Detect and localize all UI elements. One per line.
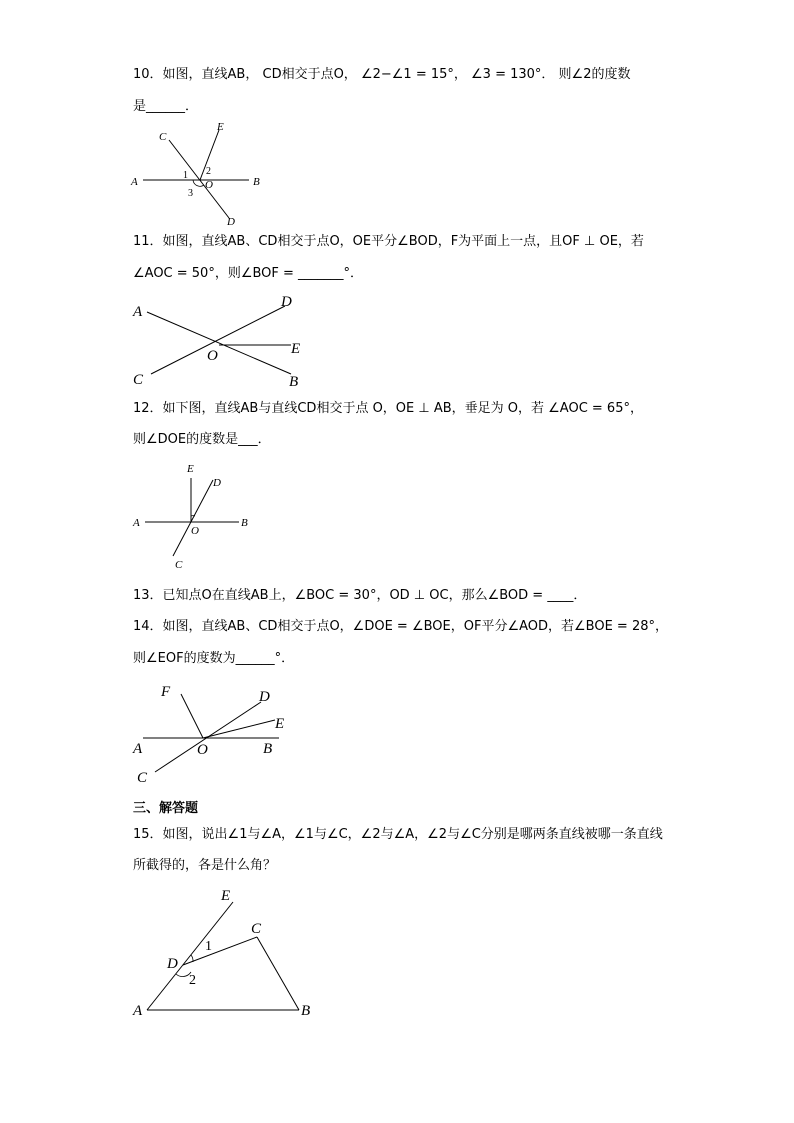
q11-label-b: B: [289, 374, 299, 390]
q15-label-b: B: [301, 1003, 311, 1019]
q12-figure: [125, 458, 265, 574]
q15-label-c: C: [251, 921, 262, 937]
q12-label-e: E: [187, 463, 194, 475]
q14-figure: [125, 678, 305, 788]
q11-label-e: E: [291, 341, 301, 357]
q15-label-e: E: [221, 888, 231, 904]
q10-angle-3: 3: [188, 188, 193, 199]
q12-label-c: C: [175, 559, 183, 571]
q10-label-e: E: [217, 121, 224, 133]
q15-angle-2: 2: [189, 973, 196, 988]
q13-line1: 13．已知点O在直线AB上，∠BOC = 30°，OD ⊥ OC，那么∠BOD = ____．: [133, 588, 587, 603]
q12-label-o: O: [191, 525, 199, 537]
q15-angle-arc-1: [191, 955, 193, 962]
q15-label-a: A: [133, 1003, 143, 1019]
q15-figure: [125, 880, 325, 1025]
q14-ray-of: [181, 694, 203, 738]
q15-line1: 15．如图，说出∠1与∠A，∠1与∠C，∠2与∠A，∠2与∠C分别是哪两条直线被哪一条直线: [133, 827, 663, 842]
q14-label-a: A: [133, 741, 143, 757]
q15-angle-1: 1: [205, 939, 212, 954]
q10-line2: 是______．: [133, 99, 199, 114]
q14-label-b: B: [263, 741, 273, 757]
q14-ray-oe: [203, 720, 275, 738]
q14-line1: 14．如图，直线AB、CD相交于点O，∠DOE = ∠BOE，OF平分∠AOD，若∠BOE = 28°，: [133, 619, 668, 634]
q10-label-b: B: [253, 176, 260, 188]
q12-line-cd: [173, 480, 213, 556]
q10-label-a: A: [131, 176, 138, 188]
q10-line1: 10．如图，直线AB， CD相交于点O， ∠2−∠1 = 15°， ∠3 = 130°． 则∠2的度数: [133, 67, 631, 82]
q14-line2: 则∠EOF的度数为______°．: [133, 651, 295, 666]
q14-label-e: E: [275, 716, 285, 732]
q15-line-cb: [257, 937, 299, 1010]
q11-figure: [125, 288, 315, 392]
q12-line2: 则∠DOE的度数是___．: [133, 432, 271, 447]
q10-figure: [125, 118, 275, 230]
q11-label-a: A: [133, 304, 143, 320]
q11-line1: 11．如图，直线AB、CD相交于点O，OE平分∠BOD，F为平面上一点，且OF ⊥ OE，若: [133, 234, 644, 249]
q10-label-o: O: [205, 179, 213, 191]
section-heading: 三、解答题: [133, 801, 199, 816]
q15-line-ae: [147, 902, 233, 1010]
q11-label-c: C: [133, 372, 144, 388]
q12-label-b: B: [241, 517, 248, 529]
q12-line1: 12．如下图，直线AB与直线CD相交于点 O，OE ⊥ AB，垂足为 O，若 ∠AOC = 65°，: [133, 401, 643, 416]
q14-label-o: O: [197, 742, 208, 758]
q11-line2: ∠AOC = 50°，则∠BOF = _______°．: [133, 266, 364, 281]
q12-label-d: D: [213, 477, 221, 489]
q10-angle-2: 2: [206, 166, 211, 177]
q15-line2: 所截得的，各是什么角？: [133, 858, 277, 873]
q15-label-d: D: [167, 956, 178, 972]
q10-angle-1: 1: [183, 170, 188, 181]
q10-label-d: D: [227, 216, 235, 228]
q11-label-o: O: [207, 348, 218, 364]
q14-label-f: F: [161, 684, 171, 700]
q12-label-a: A: [133, 517, 140, 529]
q14-label-d: D: [259, 689, 270, 705]
q10-line-cd: [169, 140, 229, 218]
q11-label-d: D: [281, 294, 292, 310]
q10-label-c: C: [159, 131, 167, 143]
q11-line-cd: [151, 306, 285, 374]
q14-label-c: C: [137, 770, 148, 786]
